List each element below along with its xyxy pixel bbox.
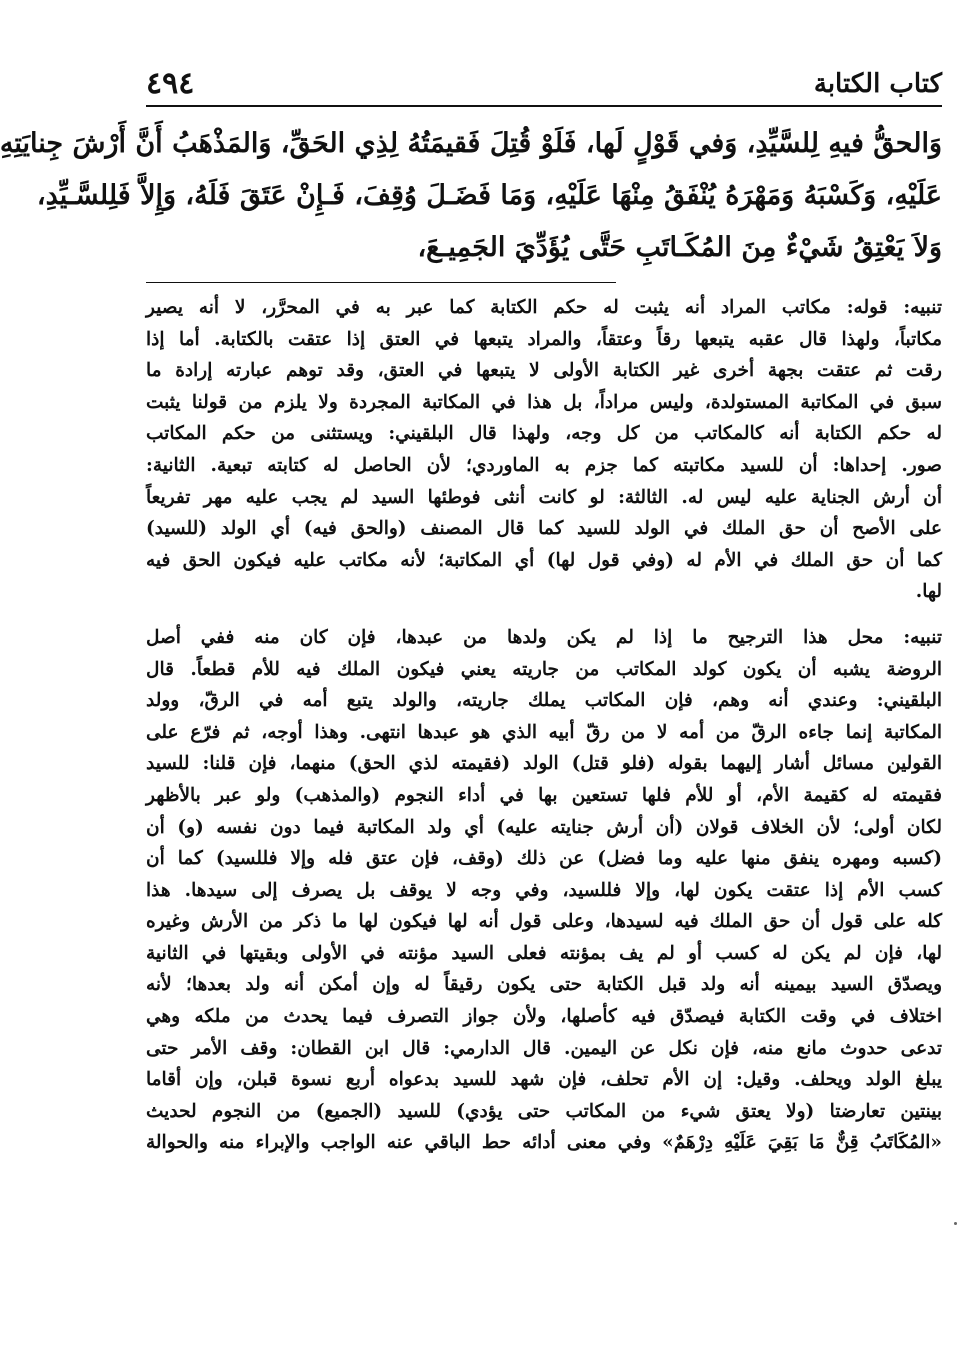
commentary-line: كما أن حق الملك في الأم له (وفي قول لها) أي المكاتبة؛ لأنه مكاتب عليه فيكون الحق فيه [146,549,942,571]
matn-line: وَلاَ يَعْتِقُ شَيْءٌ مِنَ المُكَـاتَبِ حَتَّى يُؤَدِّيَ الجَمِيـعَ، [417,232,942,263]
commentary-line: البلقيني: وعندي أنه وهم، فإن المكاتب يملك جاريته، والولد يتبع أمه في الرقّ، وولد [146,690,942,712]
commentary-line: ويصدّق السيد بيمينه أنه ولد قبل الكتابة حتى يكون رقيقاً له وإن أمكن أنه ولد بعدها؛ لأنه [146,974,942,996]
footnote-separator-rule [146,282,616,283]
commentary-line: كسب الأم إذا عتقت يكون لها، وإلا فللسيد، وفي وجه لا يوقف بل يصرف إلى سيدها. هذا [146,879,942,901]
commentary-line: على الأصح أن حق الملك في الولد للسيد كما قال المصنف (والحق فيه) أي الولد (للسيد) [146,518,942,540]
commentary-line: اختلاف في وقت الكتابة فيصدّق فيه كأصلها، ولأن جواز التصرف فيما يحدث من ملكه وهي [146,1006,942,1028]
commentary-line: سبق في المكاتبة المستولدة، وليس مراداً، بل هذا في المكاتبة المجردة ولا يلزم من قولنا يثبت [146,391,942,413]
matn-text [0,118,942,274]
commentary-line: مكاتباً، ولهذا قال عقبه يتبعها رقاً وعتقاً، والمراد يتبعها في العتق إذا عتقت بالكتابة. أما إذا [146,328,942,350]
commentary-line: كله على قول أن حق الملك فيه لسيدها، وعلى قول أنه لها فيكون لها ما ذكر من الأرش وغيره [146,911,942,933]
commentary-line: المكاتبة إنما جاءه الرقّ من أمه لا من رقّ أبيه الذي هو عبدها انتهى. وهذا أوجه، ثم فرّع على [146,721,942,743]
commentary-paragraph-2 [146,622,942,1159]
commentary-line: لها. [915,581,942,603]
commentary-line: (كسبه ومهره ينفق منها عليه وما فضل) عن ذلك (وقف، فإن عتق فله وإلا فللسيد) كما أن [146,848,942,870]
paragraph-gap [146,608,942,622]
commentary-line: تنبيه: محل هذا الترجيح ما إذا لم يكن ولدها من عبدها، فإن كان منه ففي أصل [146,626,942,648]
commentary-line: تنبيه: قوله: مكاتب المراد أنه يثبت له حكم الكتابة كما عبر به في المحرَّر، لا أنه يصير [146,297,942,318]
commentary-line: بينتين تعارضتا (ولا يعتق شيء من المكاتب حتى يؤدي) للسيد (الجميع) من النجوم لحديث [146,1100,942,1122]
commentary-line: رقت ثم عتقت بجهة أخرى غير الكتابة الأولى لا يتبعها في العتق، وقد توهم عبارته إرادة ما [146,360,942,382]
margin-speck [954,1222,957,1225]
commentary-line: لها، فإن لم يكن له كسب أو لم يف بمؤنته فعلى السيد مؤنته في الأولى وبقيتها في الثانية [146,942,942,964]
commentary-line: تدعى حدوث مانع منه، فإن نكل عن اليمين. قال الدارمي: قال ابن القطان: وقف الأمر حتى [146,1037,942,1059]
commentary-text [146,292,942,1159]
running-title: كتاب الكتابة [813,69,942,99]
commentary-line: فقيمته له كقيمة الأم، أو للأم فلها تستعين بها في أداء النجوم (والمذهب) ولو عبر بالأظهر [146,784,942,806]
commentary-line: «المُكَاتَبُ قِنٌّ مَا بَقِيَ عَلَيْهِ دِرْهَمٌ» وفي معنى أدائه حط الباقي عنه الواجب والإبراء منه والحوالة [146,1132,942,1154]
commentary-line: القولين مسائل أشار إليهما بقوله (فلو قتل) الولد (فقيمته لذي الحق) منهما، فإن قلنا: للسيد [146,753,942,775]
commentary-line: الروضة يشبه أن يكون كولد المكاتب من جاريته يعني فيكون الملك فيه للأم قطعاً. قال [146,658,942,680]
page-header [146,58,942,104]
commentary-line: يبلغ الولد ويحلف. وقيل: إن الأم تحلف، فإن شهد للسيد بدعواه أربع نسوة قبلن، وإن أقاما [146,1069,942,1091]
commentary-line: لكان أولى؛ لأن الخلاف قولان (أن أرش جنايته عليه) أي ولد المكاتبة فيما دون نفسه (و) أن [146,816,942,838]
commentary-line: صور. إحداها: أن للسيد مكاتبته كما جزم به الماوردي؛ لأن الحاصل له كتابته تبعية. الثانية: [146,454,942,476]
matn-line: عَلَيْهِ، وَكَسْبَهُ وَمَهْرَهُ يُنْفَقُ مِنْهَا عَلَيْهِ، وَمَا فَضَـلَ وُقِفَ، فَـإِنْ عَتَقَ فَلَهُ، وَإِلاَّ فَلِلسَّـيِّدِ، [36,180,942,211]
page-number: ٤٩٤ [146,66,195,101]
commentary-line: له حكم الكتابة أنه كالمكاتب من كل وجه، ولهذا قال البلقيني: ويستثنى من حكم المكاتب [146,423,942,445]
commentary-line: أن أرش الجناية عليه ليس له. الثالثة: لو كانت أنثى فوطئها السيد لم يجب عليه مهر تفريعاً [146,486,942,508]
commentary-paragraph-1 [146,292,942,608]
matn-line: وَالحقُّ فيهِ لِلسَّيِّدِ، وَفي قَوْلٍ لَها، فَلَوْ قُتِلَ فَقيمَتُهُ لِذِي الحَقِّ، وَالمَذْهَبُ أَنَّ أَرْشَ جِنايَتِهِ [0,128,942,159]
header-rule [146,105,942,107]
